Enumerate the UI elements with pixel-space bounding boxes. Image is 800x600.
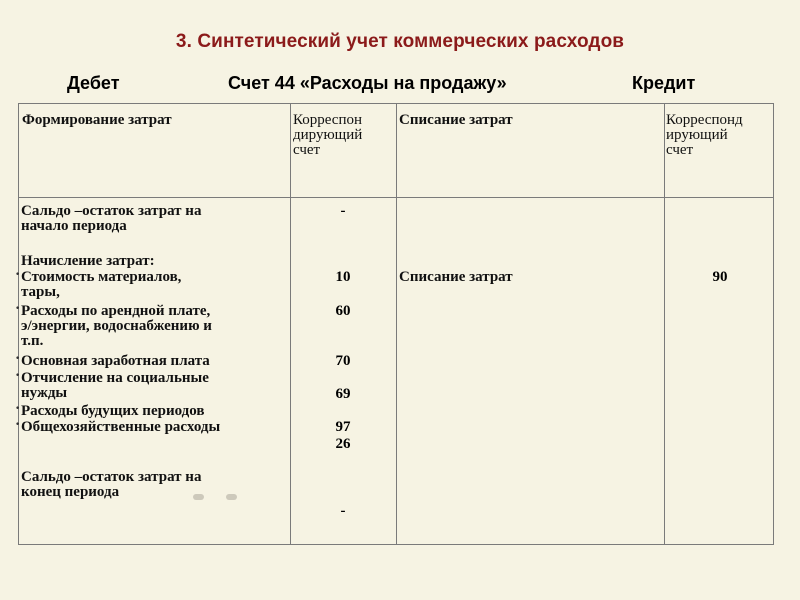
column-divider xyxy=(396,104,397,544)
debit-label: Дебет xyxy=(67,73,120,93)
bullet-icon: • xyxy=(15,270,21,280)
item-account: 69 xyxy=(335,386,351,402)
closing-balance: Сальдо –остаток затрат на конец периода xyxy=(21,469,202,500)
header-divider xyxy=(19,197,773,198)
decorative-dot xyxy=(193,494,204,500)
list-item: Стоимость материалов, тары, xyxy=(21,269,182,300)
closing-balance-value: - xyxy=(340,503,346,519)
item-account: 60 xyxy=(335,303,351,319)
header-corr-credit: Корреспонд ирующий счет xyxy=(666,112,743,158)
item-account: 26 xyxy=(335,436,351,452)
bullet-icon: • xyxy=(15,404,21,414)
list-item: Общехозяйственные расходы xyxy=(21,419,221,435)
account-title: Счет 44 «Расходы на продажу» xyxy=(228,73,507,93)
bullet-icon: • xyxy=(15,354,21,364)
decorative-dot xyxy=(226,494,237,500)
credit-label: Кредит xyxy=(632,73,696,93)
list-item: Расходы будущих периодов xyxy=(21,403,205,419)
item-account: 70 xyxy=(335,353,351,369)
opening-balance-value: - xyxy=(340,203,346,219)
slide-title: 3. Синтетический учет коммерческих расходов xyxy=(175,31,625,52)
account-table xyxy=(15,103,774,545)
item-account: 10 xyxy=(335,269,351,285)
accrual-title: Начисление затрат: xyxy=(21,253,155,269)
item-account: 97 xyxy=(335,419,351,435)
header-write-off: Списание затрат xyxy=(399,112,513,128)
list-item: Отчисление на социальные нужды xyxy=(21,370,209,401)
column-divider xyxy=(664,104,665,544)
column-divider xyxy=(290,104,291,544)
opening-balance: Сальдо –остаток затрат на начало периода xyxy=(21,203,202,234)
bullet-icon: • xyxy=(15,420,21,430)
header-formation: Формирование затрат xyxy=(22,112,172,128)
bullet-icon: • xyxy=(15,304,21,314)
list-item: Основная заработная плата xyxy=(21,353,210,369)
credit-account: 90 xyxy=(712,269,728,285)
list-item: Расходы по арендной плате, э/энергии, водоснабжению и т.п. xyxy=(21,303,212,349)
header-corr-debit: Корреспон дирующий счет xyxy=(293,112,363,158)
write-off-label: Списание затрат xyxy=(399,269,513,285)
bullet-icon: • xyxy=(15,371,21,381)
